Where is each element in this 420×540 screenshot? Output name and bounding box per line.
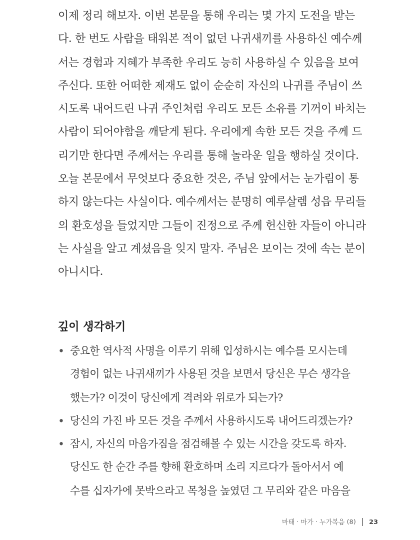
page-number: 23	[368, 517, 378, 526]
body-line: 는 사실을 알고 계셨음을 잊지 말자. 주님은 보이는 것에 속는 분이	[58, 241, 366, 255]
body-line: 사람이 되어야함을 깨닫게 된다. 우리에게 속한 모든 것을 주께 드	[58, 125, 363, 139]
reflection-item-line: 수를 십자가에 못박으라고 목청을 높였던 그 무리와 같은 마음을	[70, 484, 351, 497]
page-footer	[282, 517, 378, 526]
reflection-item-line: 경험이 없는 나귀새끼가 사용된 것을 보면서 당신은 무슨 생각을	[70, 368, 351, 381]
reflection-item	[58, 340, 378, 410]
reflection-title: 깊이 생각하기	[58, 320, 126, 333]
body-line: 다. 한 번도 사람을 태워본 적이 없던 나귀새끼를 사용하신 예수께	[58, 32, 363, 46]
reflection-item-line: 당신의 가진 바 모든 것을 주께서 사용하시도록 내어드리겠는가?	[70, 414, 353, 427]
reflection-item-line: 잠시, 자신의 마음가짐을 점검해볼 수 있는 시간을 갖도록 하자.	[70, 438, 347, 451]
body-line: 이제 정리 해보자. 이번 본문을 통해 우리는 몇 가지 도전을 받는	[58, 9, 355, 22]
body-line: 아니시다.	[58, 265, 104, 279]
body-line: 리기만 한다면 주께서는 우리를 통해 놀라운 일을 행하실 것이다.	[58, 148, 359, 162]
reflection-item-line: 중요한 역사적 사명을 이루기 위해 입성하시는 예수를 모시는데	[70, 345, 348, 357]
body-line: 오늘 본문에서 무엇보다 중요한 것은, 주님 앞에서는 눈가림이 통	[58, 172, 359, 186]
bullet-dot-icon: •	[58, 414, 65, 428]
bullet-dot-icon: •	[58, 345, 65, 358]
reflection-item-line: 당신도 한 순간 주를 향해 환호하며 소리 지르다가 돌아서서 예	[70, 461, 344, 474]
bullet-dot-icon: •	[58, 438, 65, 452]
reflection-item	[58, 410, 378, 433]
body-line: 의 환호성을 들었지만 그들이 진정으로 주께 헌신한 자들이 아니라	[58, 218, 366, 232]
reflection-item-line: 했는가? 이것이 당신에게 격려와 위로가 되는가?	[70, 391, 283, 404]
body-line: 시도록 내어드린 나귀 주인처럼 우리도 모든 소유를 기꺼이 바치는	[58, 102, 366, 116]
body-text	[58, 4, 370, 284]
body-line: 서는 경험과 지혜가 부족한 우리도 능히 사용하실 수 있음을 보여	[58, 55, 359, 69]
body-line: 주신다. 또한 어떠한 제재도 없이 순순히 자신의 나귀를 주님이 쓰	[58, 78, 363, 92]
reflection-item	[58, 433, 378, 503]
body-line: 하지 않는다는 사실이다. 예수께서는 분명히 예루살렘 성읍 무리들	[58, 195, 366, 209]
footer-divider	[362, 518, 363, 526]
reflection-list	[58, 340, 378, 503]
footer-book-title: 마태 · 마가 · 누가복음 (8)	[282, 518, 356, 526]
